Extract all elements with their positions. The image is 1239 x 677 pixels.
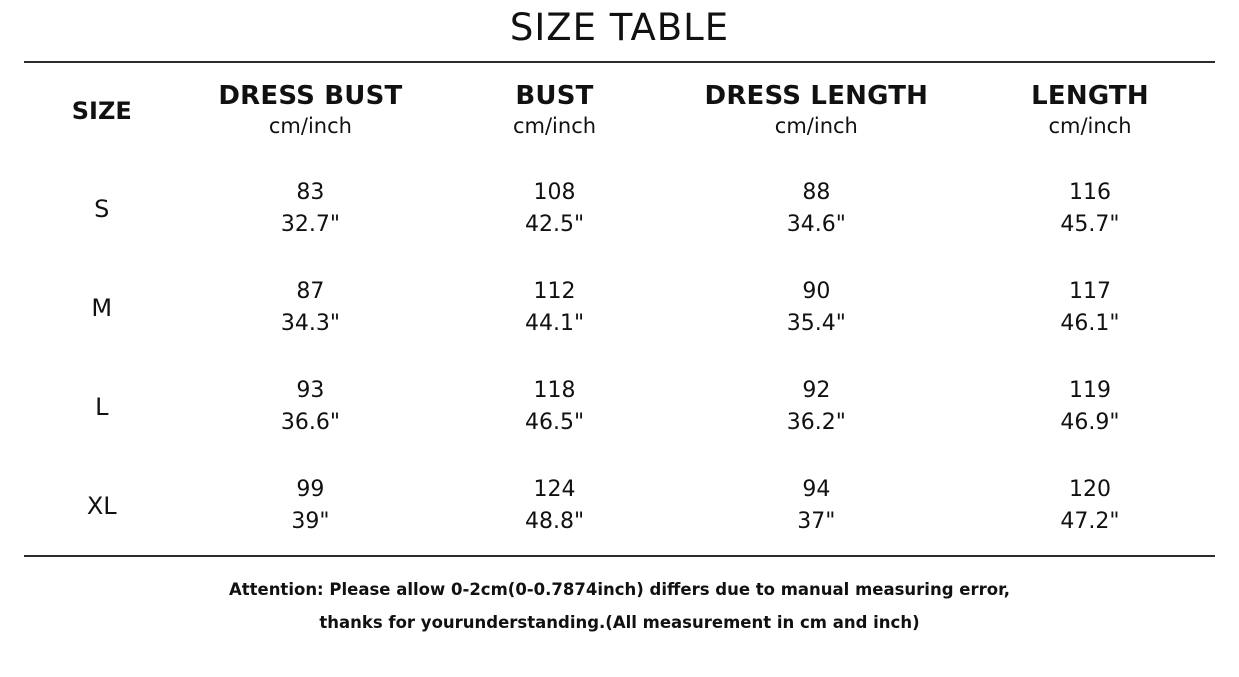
cell-dress-length [668,159,965,258]
column-header-size [24,63,180,159]
cell-dress-length-inch: 36.2" [786,409,846,435]
cell-size: L [95,392,109,421]
footer-line-1: Attention: Please allow 0-2cm(0-0.7874inch) differs due to manual measuring error, [228,580,1011,599]
column-header-dress-bust-unit: cm/inch [268,113,352,138]
table-row [24,258,1215,357]
column-header-dress-length [668,63,965,159]
cell-dress-bust [180,456,442,555]
cell-length-cm: 117 [1068,278,1111,304]
footer-line-2: thanks for yourunderstanding.(All measurement in cm and inch) [319,613,920,632]
cell-size: M [91,293,113,322]
cell-length [965,258,1215,357]
footer-note [0,557,1239,639]
column-header-dress-length-label: DRESS LENGTH [704,80,929,111]
cell-dress-bust-inch: 32.7" [280,211,340,237]
table-body [24,159,1215,555]
table-row [24,456,1215,555]
cell-dress-length [668,258,965,357]
cell-dress-bust-cm: 99 [296,476,325,502]
size-table [24,63,1215,555]
cell-dress-bust-inch: 39" [291,508,330,534]
cell-length-inch: 46.9" [1060,409,1120,435]
cell-dress-bust-cm: 87 [296,278,325,304]
cell-length-inch: 47.2" [1060,508,1120,534]
column-header-bust-unit: cm/inch [512,113,597,138]
cell-bust [441,456,667,555]
cell-dress-length-cm: 88 [802,179,831,205]
cell-length [965,159,1215,258]
cell-length [965,456,1215,555]
column-header-bust-label: BUST [515,80,594,111]
cell-bust-inch: 44.1" [524,310,585,336]
cell-size: XL [86,491,117,520]
cell-length-inch: 46.1" [1060,310,1120,336]
cell-size: S [94,194,110,223]
table-header [24,63,1215,159]
page-title: SIZE TABLE [509,6,730,49]
cell-length [965,357,1215,456]
cell-dress-bust-cm: 93 [296,377,325,403]
cell-dress-length [668,357,965,456]
column-header-bust [441,63,667,159]
column-header-length-unit: cm/inch [1048,113,1132,138]
cell-bust [441,258,667,357]
column-header-dress-bust-label: DRESS BUST [218,80,403,111]
cell-dress-length-cm: 90 [802,278,831,304]
cell-dress-length-cm: 92 [802,377,831,403]
cell-bust-cm: 124 [533,476,576,502]
cell-dress-length-inch: 37" [797,508,836,534]
cell-bust-inch: 46.5" [524,409,585,435]
cell-dress-bust-inch: 36.6" [280,409,340,435]
cell-dress-length-cm: 94 [802,476,831,502]
cell-bust-cm: 118 [533,377,576,403]
cell-bust-cm: 112 [533,278,576,304]
cell-bust [441,159,667,258]
cell-length-inch: 45.7" [1060,211,1120,237]
column-header-size-label: SIZE [71,97,132,125]
cell-bust-cm: 108 [533,179,576,205]
cell-length-cm: 120 [1068,476,1111,502]
cell-dress-bust-cm: 83 [296,179,325,205]
column-header-length [965,63,1215,159]
table-row [24,159,1215,258]
column-header-length-label: LENGTH [1031,80,1149,111]
cell-bust-inch: 48.8" [524,508,585,534]
column-header-dress-length-unit: cm/inch [774,113,858,138]
column-header-dress-bust [180,63,442,159]
cell-dress-bust [180,357,442,456]
table-row [24,357,1215,456]
table-header-row [24,63,1215,159]
cell-dress-bust [180,258,442,357]
cell-dress-bust [180,159,442,258]
cell-dress-length [668,456,965,555]
cell-dress-length-inch: 35.4" [786,310,846,336]
cell-bust [441,357,667,456]
cell-length-cm: 116 [1068,179,1111,205]
cell-dress-length-inch: 34.6" [786,211,846,237]
cell-dress-bust-inch: 34.3" [280,310,340,336]
cell-bust-inch: 42.5" [524,211,585,237]
cell-length-cm: 119 [1068,377,1111,403]
